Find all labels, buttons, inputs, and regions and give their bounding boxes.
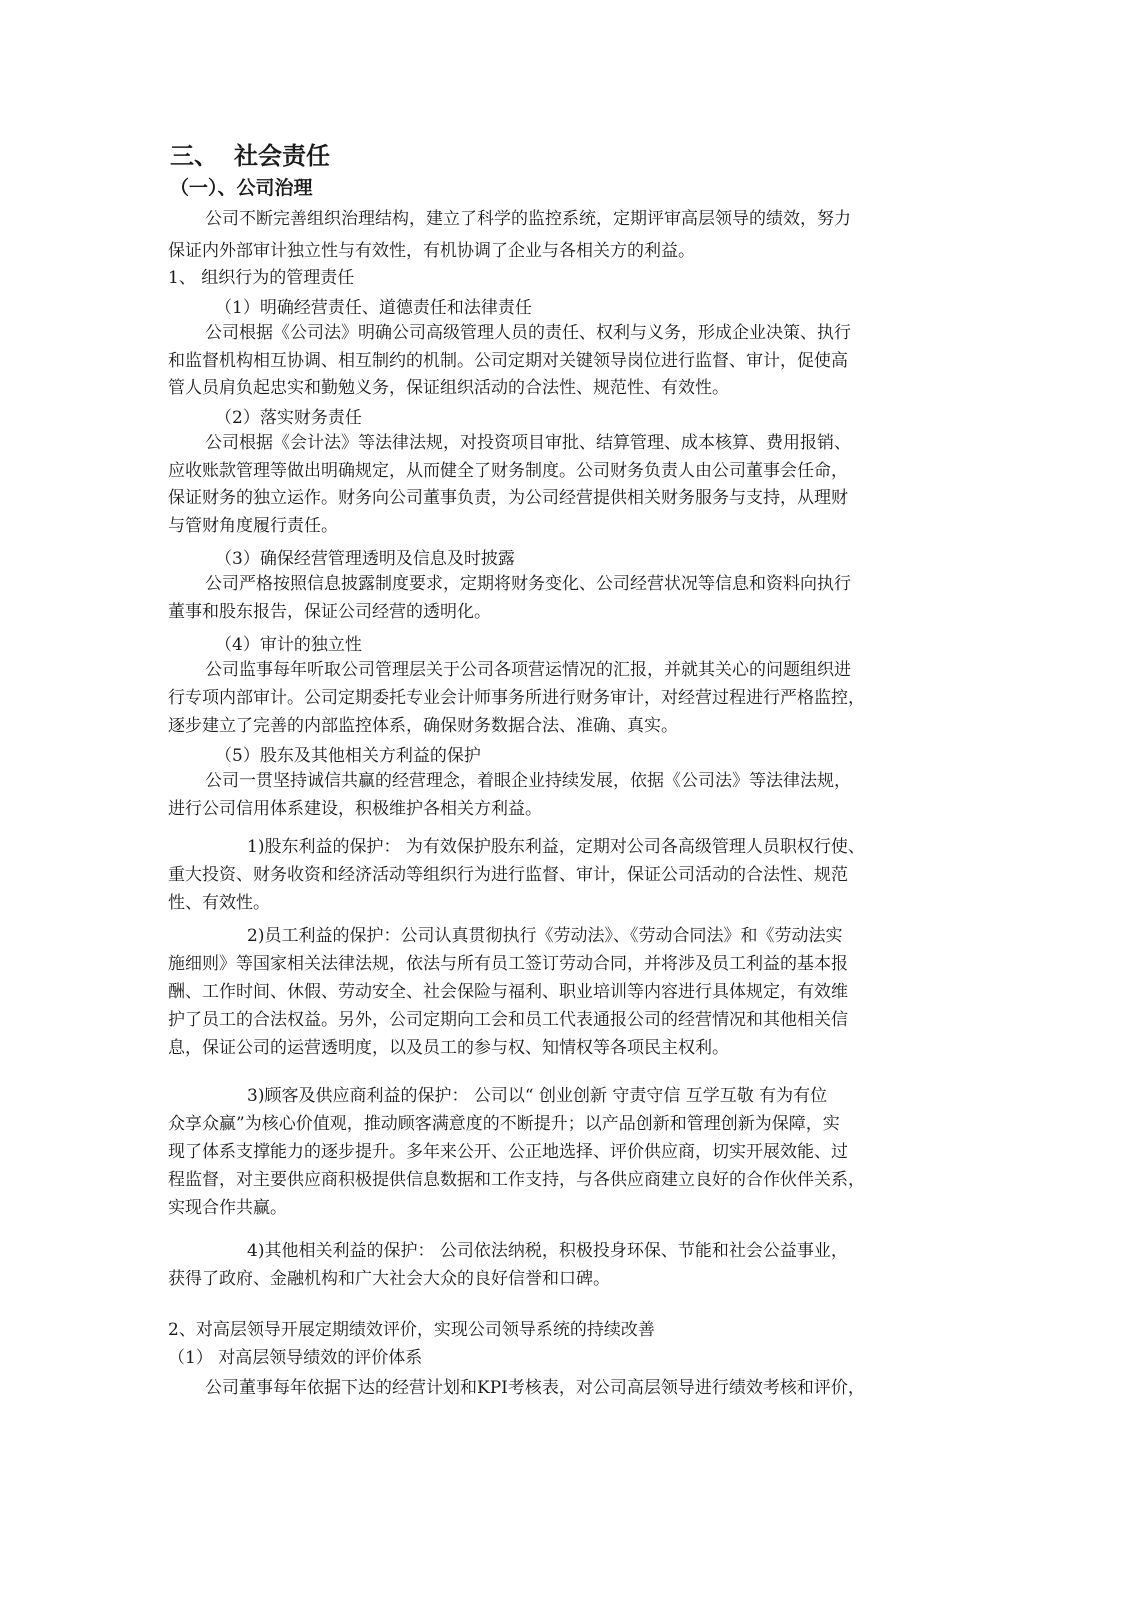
text-line: 施细则》等国家相关法律法规，依法与所有员工签订劳动合同，并将涉及员工利益的基本报 [168, 954, 848, 974]
text-line: 逐步建立了完善的内部监控体系，确保财务数据合法、准确、真实。 [168, 716, 678, 736]
text-line: 程监督，对主要供应商积极提供信息数据和工作支持，与各供应商建立良好的合作伙伴关系， [168, 1170, 865, 1190]
section-title: 社会责任 [234, 141, 330, 170]
text-line: 1)股东利益的保护： 为有效保护股东利益，定期对公司各高级管理人员职权行使、 [247, 837, 865, 857]
section-number: 三、 [170, 141, 218, 170]
text-line: （4）审计的独立性 [215, 635, 362, 655]
text-line: 现了体系支撑能力的逐步提升。多年来公开、公正地选择、评价供应商，切实开展效能、过 [168, 1142, 848, 1162]
text-line: 重大投资、财务收资和经济活动等组织行为进行监督、审计，保证公司活动的合法性、规范 [168, 865, 848, 885]
text-line: 4)其他相关利益的保护： 公司依法纳税，积极投身环保、节能和社会公益事业， [247, 1241, 848, 1261]
text-line: 公司监事每年听取公司管理层关于公司各项营运情况的汇报，并就其关心的问题组织进 [205, 660, 851, 680]
text-line: 实现合作共赢。 [168, 1198, 287, 1218]
text-line: （5）股东及其他相关方利益的保护 [215, 746, 481, 766]
text-line: 2、对高层领导开展定期绩效评价，实现公司领导系统的持续改善 [168, 1320, 655, 1340]
text-line: （3）确保经营管理透明及信息及时披露 [215, 549, 515, 569]
text-line: 3)顾客及供应商利益的保护： 公司以“ 创业创新 守责守信 互学互敬 有为有位 [247, 1086, 828, 1106]
text-line: 董事和股东报告，保证公司经营的透明化。 [168, 602, 491, 622]
text-line: 息，保证公司的运营透明度，以及员工的参与权、知情权等各项民主权利。 [168, 1038, 729, 1058]
text-line: 酬、工作时间、休假、劳动安全、社会保险与福利、职业培训等内容进行具体规定，有效维 [168, 982, 848, 1002]
text-line: （1）明确经营责任、道德责任和法律责任 [215, 298, 532, 318]
text-line: 应收账款管理等做出明确规定，从而健全了财务制度。公司财务负责人由公司董事会任命， [168, 461, 848, 481]
text-line: 行专项内部审计。公司定期委托专业会计师事务所进行财务审计，对经营过程进行严格监控， [168, 688, 865, 708]
text-line: 和监督机构相互协调、相互制约的机制。公司定期对关键领导岗位进行监督、审计，促使高 [168, 351, 848, 371]
text-line: 护了员工的合法权益。另外，公司定期向工会和员工代表通报公司的经营情况和其他相关信 [168, 1010, 848, 1030]
text-line: 公司根据《会计法》等法律法规，对投资项目审批、结算管理、成本核算、费用报销、 [205, 433, 851, 453]
text-line: 公司不断完善组织治理结构，建立了科学的监控系统，定期评审高层领导的绩效，努力 [205, 209, 851, 229]
text-line: （1） 对高层领导绩效的评价体系 [168, 1348, 423, 1368]
text-line: 管人员肩负起忠实和勤勉义务，保证组织活动的合法性、规范性、有效性。 [168, 378, 729, 398]
text-line: 性、有效性。 [168, 893, 270, 913]
text-line: 公司根据《公司法》明确公司高级管理人员的责任、权利与义务，形成企业决策、执行 [205, 323, 851, 343]
text-line: 进行公司信用体系建设，积极维护各相关方利益。 [168, 799, 542, 819]
text-line: 1、 组织行为的管理责任 [168, 268, 355, 288]
text-line: 保证内外部审计独立性与有效性，有机协调了企业与各相关方的利益。 [168, 241, 695, 261]
text-line: 获得了政府、金融机构和广大社会大众的良好信誉和口碑。 [168, 1269, 610, 1289]
text-line: 与管财角度履行责任。 [168, 516, 338, 536]
text-line: 保证财务的独立运作。财务向公司董事负责，为公司经营提供相关财务服务与支持，从理财 [168, 488, 848, 508]
text-line: 公司严格按照信息披露制度要求，定期将财务变化、公司经营状况等信息和资料向执行 [205, 574, 851, 594]
text-line: （2）落实财务责任 [215, 408, 362, 428]
subsection-heading: （一）、公司治理 [170, 177, 313, 199]
text-line: 公司一贯坚持诚信共赢的经营理念，着眼企业持续发展，依据《公司法》等法律法规， [205, 771, 851, 791]
text-line: 众享众赢”为核心价值观，推动顾客满意度的不断提升；以产品创新和管理创新为保障，实 [168, 1114, 840, 1134]
text-line: 公司董事每年依据下达的经营计划和KPI考核表，对公司高层领导进行绩效考核和评价， [205, 1378, 865, 1398]
text-line: 2)员工利益的保护：公司认真贯彻执行《劳动法》、《劳动合同法》和《劳动法实 [247, 926, 843, 946]
